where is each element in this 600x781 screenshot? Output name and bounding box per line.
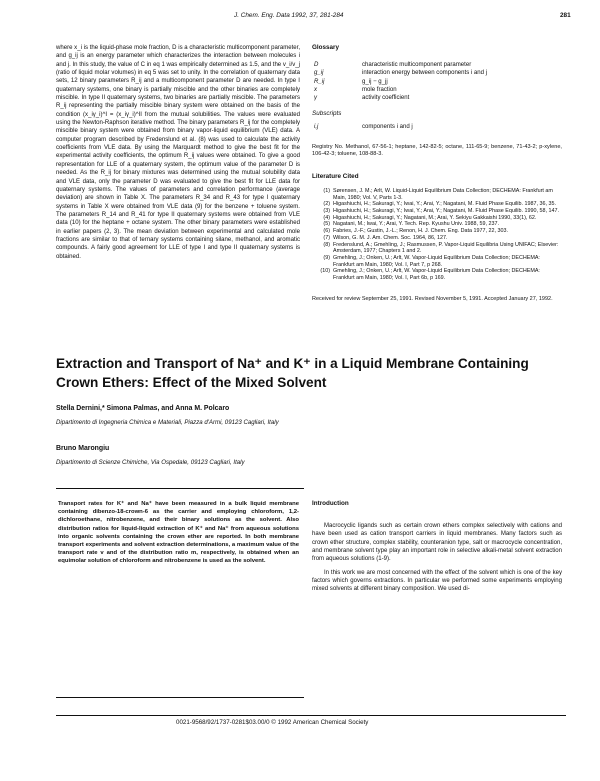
reference-item: (6) Fabries, J.-F.; Gustin, J.-L.; Renon, H. J. Chem. Eng. Data 1977, 22, 303. [323,228,508,235]
left-column [56,44,300,261]
subscript-item: i,j components i and j [314,124,413,131]
reference-item: (9) Gmehling, J.; Onken, U.; Arlt, W. Vapor-Liquid Equilibrium Data Collection; DECHEMA: Frankfurt am Main, 1980; Vol. I, Part 7, p 268. [323,255,540,268]
affiliation: Dipartimento di Ingegneria Chimica e Materiali, Piazza d'Armi, 09123 Cagliari, Italy [56,419,279,426]
introduction-heading: Introduction [312,500,349,507]
abstract-text: Transport rates for K⁺ and Na⁺ have been measured in a bulk liquid membrane containing dibenzo-18-crown-6 as the carrier and employing chloroform, 1,2-dichloroethane, nitrobenzene, and their binary solutions as the solvent. Also distribution ratios for liquid-liquid extraction of K⁺ and Na⁺ from aqueous solutions into organic solvents containing the crown ether are reported. In both membrane transport experiments and solvent extraction determinations, a maximum value of the transport rate v and of the distribution ratio m, respectively, is obtained when an equimolar solution of chloroform and nitrobenzene is used as the solvent. [58,501,299,565]
reference-item: (8) Fredenslund, A.; Gmehling, J.; Rasmussen, P. Vapor-Liquid Equilibria Using UNIFAC; Elsevier: Amsterdam, 1977; Chapters 1 and 2. [323,241,559,255]
registry-numbers: Registry No. Methanol, 67-56-1; heptane, 142-82-5; octane, 111-65-9; benzene, 71-43-2; p-xylene, 106-42-3; toluene, 108-88-3. [312,143,562,158]
body-paragraph: where x_i is the liquid-phase mole fraction, D is a characteristic multicomponent parameter, and g_ij is an energy parameter which characterizes the interaction between molecules i and j. In this study, the value of C in eq 1 was empirically determined as 1.5, and the v_i/v_j (ratio of liquid molar volumes) in eq 5 was set to unity. In the correlation of quaternary data sets, 12 binary parameters R_ij and a multicomponent parameter D are needed. In type I quaternary systems, one binary is partially miscible and the other binaries are completely miscible. In type II quaternary systems, two binaries are partially miscible. The parameters R_ij representing the partially miscible binary system were obtained on the basis of the condition (x_iγ_i)^I = (x_iγ_i)^II from the mutual solubilities. The values were evaluated using the Newton-Raphson iterative method. The binary parameters R_ij for the completely miscible binary system were obtained from binary vapor-liquid equilibrium (VLE) data. A computer program described by Fredenslund et al. (8) was used to calculate the activity coefficients from VLE data. By using the Marquardt method to give the best fit for the experimental activity coefficients, the optimum R_ij values were obtained. To give a good representation for LLE of a quaternary system, the optimum value of the parameter D is needed. As the R_ij for binary mixtures was determined using the mutual solubility data and VLE data, only the parameter D was evaluated to give the best fit for LLE data for quaternary systems. The values of parameters and correlation performance (average deviation) are shown in Table X. The parameters R_34 and R_43 for type I quaternary systems in Table X were obtained from VLE data (9) for the benzene + toluene system. The parameters R_14 and R_41 for type II quaternary systems were obtained from VLE data (10) for the heptane + octane system. The other binary parameters were established in earlier papers (2, 3). The mean deviation between experimental and calculated mole fractions are similar to that of ternary systems containing silane, methanol, and aromatic compounds. A fairly good agreement for LLE of type I and type II quaternary systems is obtained. [56,45,300,260]
reference-item: (1) Sørensen, J. M.; Arlt, W. Liquid-Liquid Equilibrium Data Collection; DECHEMA: Frankfurt am Main, 1980; Vol. V, Parts 1-3. [323,187,553,201]
subscripts-heading: Subscripts [312,110,342,118]
reference-item: (4) Higashiuchi, H.; Sakuragi, Y.; Nagatani, M.; Arai, Y. Sekiyu Gakkaishi 1990, 33(1), 62. [323,214,537,221]
glossary-item: x mole fraction [314,86,397,93]
glossary-item: D characteristic multicomponent parameter [314,62,472,68]
introduction-body [312,522,562,599]
reference-item: (10) Gmehling, J.; Onken, U.; Arlt, W. Vapor-Liquid Equilibrium Data Collection; DECHEMA: Frankfurt am Main, 1980; Vol. I, Part 6b, p 169. [320,268,540,282]
glossary-list [312,61,562,102]
article-title: Extraction and Transport of Na⁺ and K⁺ in a Liquid Membrane Containing Crown Ethers: Effect of the Mixed Solvent [56,356,529,390]
author-list-2: Bruno Marongiu [56,445,110,452]
received-note: Received for review September 25, 1991. Revised November 5, 1991. Accepted January 27, 1992. [312,295,553,302]
reference-list [312,188,562,282]
reference-item: (5) Nagatani, M.; Iwai, Y.; Arai, Y. Tech. Rep. Kyushu Univ. 1988, 59, 237. [323,221,500,228]
glossary-heading: Glossary [312,44,339,51]
reference-item: (7) Wilson, G. M. J. Am. Chem. Soc. 1964, 86, 127. [323,234,448,241]
glossary-item: R_ij g_ij − g_jj [314,78,388,85]
author-list: Stella Dernini,* Simona Palmas, and Anna M. Polcaro [56,405,230,412]
page-number: 281 [560,12,571,19]
literature-heading: Literature Cited [312,172,359,180]
right-column [312,44,562,303]
intro-paragraph: In this work we are most concerned with the effect of the solvent which is one of the key factors which governs extractions. In particular we performed some experiments employing mixed solvents at different binary composition. We used di- [312,569,562,593]
reference-item: (3) Higashiuchi, H.; Sakuragi, Y.; Iwai, Y.; Arai, Y.; Nagatani, M. Fluid Phase Equilib. 1990, 58, 147. [323,208,559,215]
intro-paragraph: Macrocyclic ligands such as certain crown ethers complex selectively with cations and have been used as cation transport carriers in liquid membranes. Many factors such as crown ether structure, complex stability, counteranion type, salt or macrocycle concentration, and membrane solvent type play an important role in selective alkali-metal solvent extraction from aqueous solutions (1-9). [312,523,562,563]
glossary-item: γ activity coefficient [314,95,410,102]
footer-copyright: 0021-9568/92/1737-0281$03.00/0 © 1992 American Chemical Society [176,719,369,726]
glossary-item: g_ij interaction energy between components i and j [314,70,488,77]
affiliation-2: Dipartimento di Scienze Chimiche, Via Ospedale, 09123 Cagliari, Italy [56,459,245,466]
reference-item: (2) Higashiuchi, H.; Sakuragi, Y.; Iwai, Y.; Arai, Y.; Nagatani, M. Fluid Phase Equilib. 1987, 36, 35. [323,201,556,208]
footer-rule [56,715,566,716]
running-header: J. Chem. Eng. Data 1992, 37, 281-284 [234,12,344,19]
